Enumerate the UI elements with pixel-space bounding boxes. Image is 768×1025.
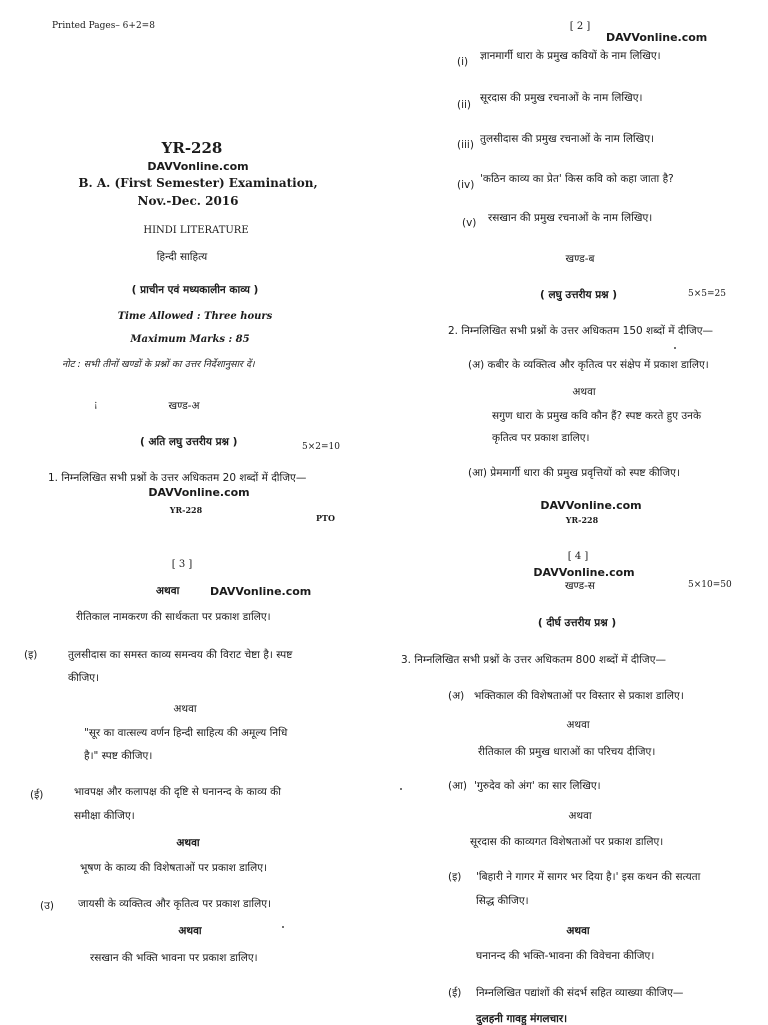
section-marks: 5×5=25 (688, 289, 726, 299)
question-line: 'गुरुदेव को अंग' का सार लिखिए। (474, 780, 601, 792)
subject-hindi: हिन्दी साहित्य (156, 251, 208, 263)
item-text: तुलसीदास की प्रमुख रचनाओं के नाम लिखिए। (480, 133, 655, 145)
page-number: [ 4 ] (567, 551, 589, 562)
item-num: (i) (457, 56, 469, 68)
section-heading: खण्ड-ब (565, 253, 595, 265)
item-num: (iii) (457, 139, 474, 151)
question-line: 'बिहारी ने गागर में सागर भर दिया है।' इस कथन की सत्यता (476, 871, 701, 883)
pto: PTO (316, 513, 335, 523)
or-label: अथवा (156, 585, 180, 597)
item-num: (iv) (457, 179, 475, 191)
footer-code: YR-228 (169, 505, 203, 515)
item-num: (v) (462, 217, 477, 229)
question-num: (ई) (30, 789, 44, 801)
paper-title: ( प्राचीन एवं मध्यकालीन काव्य ) (131, 284, 259, 296)
page-1 (0, 0, 384, 530)
question-line: "सूर का वात्सल्य वर्णन हिन्दी साहित्य की अमूल्य निधि (84, 727, 288, 739)
question-line: भक्तिकाल की विशेषताओं पर विस्तार से प्रकाश डालिए। (474, 690, 684, 702)
question-line: समीक्षा कीजिए। (74, 810, 135, 822)
or-label: अथवा (178, 925, 202, 937)
paper-code: YR-228 (161, 139, 223, 157)
question-num: (इ) (24, 649, 38, 661)
scan-speck (674, 347, 676, 349)
instruction-note: नोट : सभी तीनों खण्डों के प्रश्नों का उत्तर निर्देशानुसार दें। (62, 359, 255, 370)
question-line: कीजिए। (68, 672, 100, 684)
section-type: ( अति लघु उत्तरीय प्रश्न ) (140, 436, 238, 448)
maximum-marks: Maximum Marks : 85 (130, 334, 250, 345)
question-line: है।" स्पष्ट कीजिए। (84, 750, 153, 762)
question-2a: (अ) कबीर के व्यक्तित्व और कृतित्व पर संक्षेप में प्रकाश डालिए। (468, 359, 709, 371)
question-line: सिद्ध कीजिए। (476, 895, 529, 907)
scan-speck (282, 926, 284, 928)
section-marks: 5×10=50 (688, 580, 732, 590)
or-label: अथवा (568, 810, 592, 822)
item-text: ज्ञानमार्गी धारा के प्रमुख कवियों के नाम लिखिए। (480, 50, 661, 62)
question-num: (आ) (448, 780, 467, 792)
item-text: सूरदास की प्रमुख रचनाओं के नाम लिखिए। (480, 92, 643, 104)
subject-english: HINDI LITERATURE (143, 225, 249, 236)
question-line: भूषण के काव्य की विशेषताओं पर प्रकाश डालिए। (80, 862, 268, 874)
stray-mark: ¡ (94, 400, 98, 410)
watermark: DAVVonline.com (210, 585, 312, 598)
question-line: निम्नलिखित पद्यांशों की संदर्भ सहित व्याख्या कीजिए— (476, 987, 684, 999)
question-line: भावपक्ष और कलापक्ष की दृष्टि से घनानन्द के काव्य की (74, 786, 281, 798)
or-label: अथवा (572, 386, 596, 398)
question-1: 1. निम्नलिखित सभी प्रश्नों के उत्तर अधिकतम 20 शब्दों में दीजिए— (48, 472, 307, 484)
alternative-line: सगुण धारा के प्रमुख कवि कौन हैं? स्पष्ट करते हुए उनके (492, 410, 702, 422)
question-line: तुलसीदास का समस्त काव्य समन्वय की विराट चेष्टा है। स्पष्ट (68, 649, 293, 661)
section-marks: 5×2=10 (302, 442, 340, 452)
exam-title: B. A. (First Semester) Examination, (78, 176, 318, 190)
watermark: DAVVonline.com (606, 31, 708, 44)
footer-watermark: DAVVonline.com (148, 486, 250, 499)
page-4 (384, 530, 768, 1024)
page-number: [ 2 ] (569, 21, 591, 32)
footer-watermark: DAVVonline.com (540, 499, 642, 512)
question-num: (इ) (448, 871, 462, 883)
watermark: DAVVonline.com (147, 160, 249, 173)
scan-speck (400, 788, 402, 790)
page-number: [ 3 ] (171, 559, 193, 570)
or-label: अथवा (176, 837, 200, 849)
section-type: ( लघु उत्तरीय प्रश्न ) (540, 289, 618, 301)
time-allowed: Time Allowed : Three hours (117, 311, 273, 322)
or-label: अथवा (566, 925, 590, 937)
question-2: 2. निम्नलिखित सभी प्रश्नों के उत्तर अधिकतम 150 शब्दों में दीजिए— (448, 325, 714, 337)
section-type: ( दीर्घ उत्तरीय प्रश्न ) (537, 617, 617, 629)
page-2 (384, 0, 768, 530)
footer-code: YR-228 (565, 515, 599, 525)
item-text: 'कठिन काव्य का प्रेत' किस कवि को कहा जाता है? (480, 173, 674, 185)
exam-session: Nov.-Dec. 2016 (137, 194, 239, 208)
watermark: DAVVonline.com (533, 566, 635, 579)
or-label: अथवा (173, 703, 197, 715)
printed-pages: Printed Pages– 6+2=8 (52, 21, 155, 31)
question-num: (अ) (448, 690, 465, 702)
question-num: (ई) (448, 987, 462, 999)
item-num: (ii) (457, 99, 472, 111)
question-line: रीतिकाल की प्रमुख धाराओं का परिचय दीजिए। (478, 746, 656, 758)
section-heading: खण्ड-अ (168, 400, 200, 412)
question-line: घनानन्द की भक्ति-भावना की विवेचना कीजिए। (476, 950, 655, 962)
question-line: सूरदास की काव्यगत विशेषताओं पर प्रकाश डालिए। (470, 836, 664, 848)
question-line: जायसी के व्यक्तित्व और कृतित्व पर प्रकाश डालिए। (78, 898, 272, 910)
question-num: (उ) (40, 900, 54, 912)
question-3: 3. निम्नलिखित सभी प्रश्नों के उत्तर अधिकतम 800 शब्दों में दीजिए— (401, 654, 667, 666)
or-label: अथवा (566, 719, 590, 731)
question-2b: (आ) प्रेममार्गी धारा की प्रमुख प्रवृत्तियों को स्पष्ट कीजिए। (468, 467, 680, 479)
question-line: दुलहनी गावहु मंगलचार। (476, 1013, 568, 1025)
section-heading: खण्ड-स (564, 580, 596, 592)
page-3 (0, 530, 384, 1024)
alternative-line: कृतित्व पर प्रकाश डालिए। (492, 432, 590, 444)
question-line: रीतिकाल नामकरण की सार्थकता पर प्रकाश डालिए। (76, 611, 271, 623)
item-text: रसखान की प्रमुख रचनाओं के नाम लिखिए। (488, 212, 653, 224)
question-line: रसखान की भक्ति भावना पर प्रकाश डालिए। (90, 952, 258, 964)
